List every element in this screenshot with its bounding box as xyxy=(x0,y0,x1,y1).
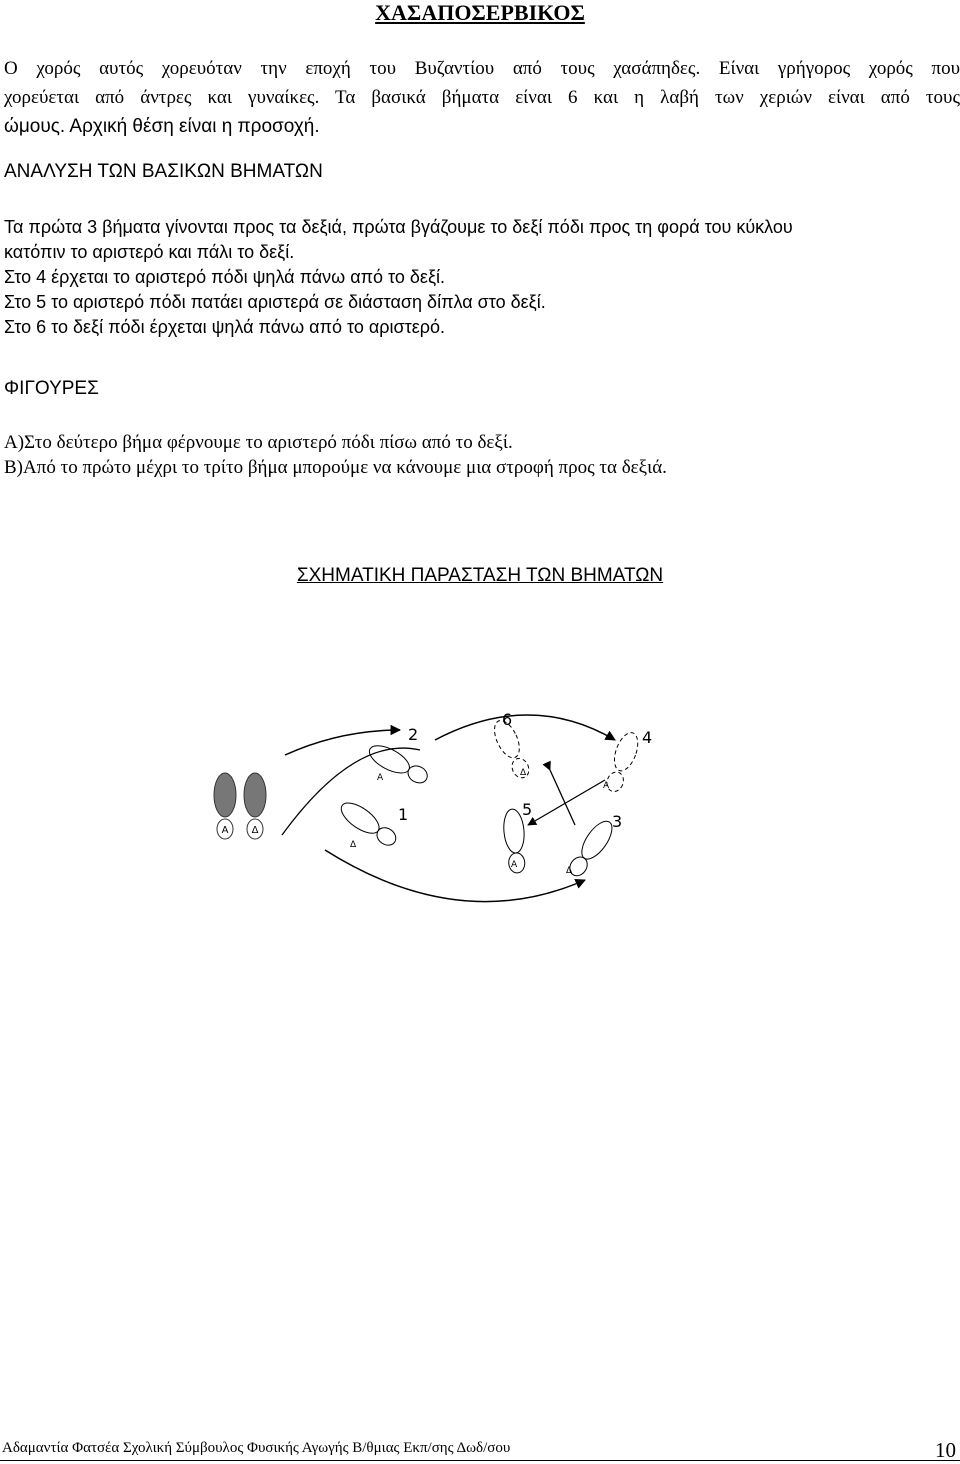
step-2-foot xyxy=(365,725,431,788)
steps-diagram xyxy=(190,695,690,920)
path-arrow-top xyxy=(435,715,615,740)
left-foot-start xyxy=(214,773,236,839)
left-foot-label: Α xyxy=(221,825,229,836)
analysis-heading: ΑΝΑΛΥΣΗ ΤΩΝ ΒΑΣΙΚΩΝ ΒΗΜΑΤΩΝ xyxy=(4,161,323,182)
analysis-line: κατόπιν το αριστερό και πάλι το δεξί. xyxy=(4,242,295,262)
arrow-6-to-3 xyxy=(550,770,575,825)
step-1-foot-letter: Δ xyxy=(350,840,357,850)
step-number-4: 4 xyxy=(642,728,653,747)
intro-paragraph xyxy=(4,54,960,141)
step-1-foot xyxy=(336,797,408,850)
intro-line: ώμους. Αρχική θέση είναι η προσοχή. xyxy=(4,116,320,137)
figures-heading: ΦΙΓΟΥΡΕΣ xyxy=(4,378,99,399)
analysis-line: Στο 5 το αριστερό πόδι πατάει αριστερά σε διάσταση δίπλα στο δεξί. xyxy=(4,292,546,312)
step-5-foot-letter: Α xyxy=(511,860,518,870)
page-footer: Αδαμαντία Φατσέα Σχολική Σύμβουλος Φυσικής Αγωγής Β/θμιας Εκπ/σης Δωδ/σου xyxy=(2,1440,511,1456)
intro-line: χορεύεται από άντρες και γυναίκες. Τα βασικά βήματα είναι 6 και η λαβή των χεριών είναι από τους xyxy=(4,87,960,108)
starting-position-feet xyxy=(214,773,266,839)
figures-list xyxy=(4,430,960,480)
analysis-line: Στο 4 έρχεται το αριστερό πόδι ψηλά πάνω από το δεξί. xyxy=(4,267,446,287)
intro-line: Ο χορός αυτός χορευόταν την εποχή του Βυζαντίου από τους χασάπηδες. Είναι γρήγορος χορός που xyxy=(4,58,960,79)
step-number-5: 5 xyxy=(522,800,533,819)
step-number-1: 1 xyxy=(398,805,409,824)
diagram-title: ΣΧΗΜΑΤΙΚΗ ΠΑΡΑΣΤΑΣΗ ΤΩΝ ΒΗΜΑΤΩΝ xyxy=(296,565,664,586)
step-2-foot-letter: Α xyxy=(377,773,384,783)
analysis-paragraph xyxy=(4,215,960,340)
step-number-3: 3 xyxy=(612,812,623,831)
figure-item: Α)Στο δεύτερο βήμα φέρνουμε το αριστερό πόδι πίσω από το δεξί. xyxy=(4,432,513,453)
right-foot-label: Δ xyxy=(251,825,259,836)
right-foot-start xyxy=(244,773,266,839)
page-title: ΧΑΣΑΠΟΣΕΡΒΙΚΟΣ xyxy=(375,0,585,25)
step-number-2: 2 xyxy=(408,725,419,744)
step-number-6: 6 xyxy=(502,710,513,729)
step-6-foot-letter: Δ xyxy=(520,768,527,778)
analysis-line: Στο 6 το δεξί πόδι έρχεται ψηλά πάνω από το αριστερό. xyxy=(4,317,446,337)
step-6-foot xyxy=(489,710,533,781)
page-number: 10 xyxy=(935,1438,956,1462)
analysis-line: Τα πρώτα 3 βήματα γίνονται προς τα δεξιά, πρώτα βγάζουμε το δεξί πόδι προς τη φορά του κύκλου xyxy=(4,217,793,237)
path-arrow-bottom xyxy=(325,850,585,902)
arrow-4-to-5 xyxy=(528,780,605,825)
step-5-foot xyxy=(502,800,532,874)
figure-item: Β)Από το πρώτο μέχρι το τρίτο βήμα μπορούμε να κάνουμε μια στροφή προς τα δεξιά. xyxy=(4,457,667,478)
footer-divider xyxy=(0,1460,960,1461)
step-4-foot-letter: Α xyxy=(603,781,610,791)
step-3-foot-letter: Δ xyxy=(566,866,573,876)
step-4-foot xyxy=(602,728,652,795)
